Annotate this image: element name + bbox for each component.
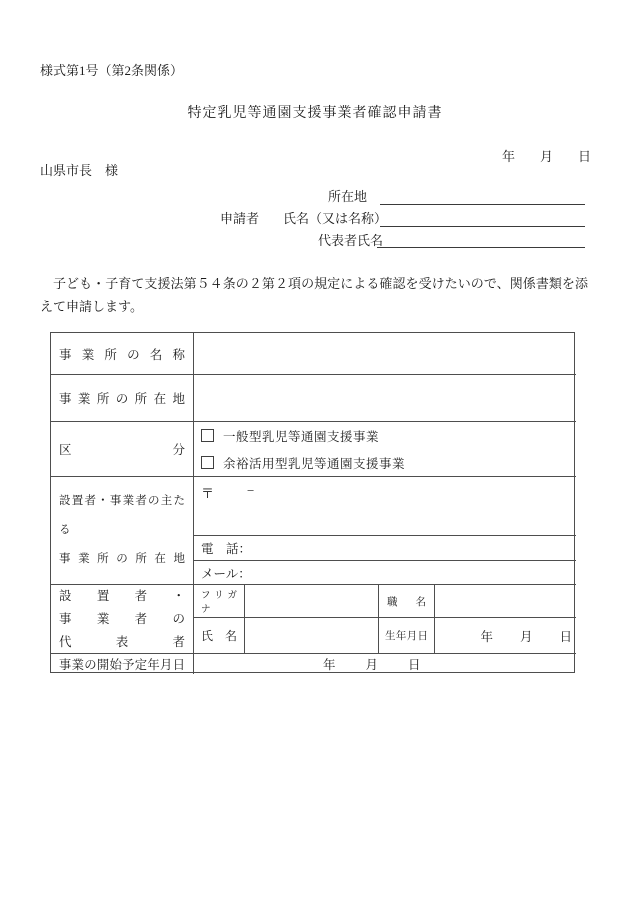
category-option-surplus [201,454,576,472]
surplus-type-checkbox[interactable] [201,456,214,469]
month-label: 月 [539,149,553,164]
month-label: 月 [365,658,379,672]
representative-label-line2: 事業者の [59,611,185,626]
surplus-type-label: 余裕活用型乳児等通園支援事業 [223,456,406,471]
office-name-label: 事業所の名称 [59,347,185,362]
category-label: 区分 [59,443,185,457]
main-office-label-line2: 事業所の所在地 [59,553,185,565]
office-address-input-cell[interactable] [194,375,576,422]
applicant-name-blank-field[interactable] [380,212,585,227]
furigana-label: フリガナ [201,591,237,615]
year-label: 年 [323,658,336,672]
postal-address-input-cell[interactable] [194,477,576,536]
month-label: 月 [519,629,533,644]
postal-dash: − [247,483,255,498]
birth-date-label: 生年月日 [385,631,428,642]
furigana-input-cell[interactable] [244,585,378,618]
main-office-label-cell [51,477,194,585]
representative-name-label: 代表者氏名 [318,233,384,248]
representative-label-line1: 設置者・ [59,588,185,603]
category-label-cell [51,422,194,477]
general-type-checkbox[interactable] [201,429,214,442]
office-address-label-cell [51,375,194,422]
mail-input-cell[interactable] [194,561,576,585]
name-label: 氏名 [201,629,237,643]
start-date-input-cell[interactable] [194,654,576,674]
phone-input-cell[interactable] [194,536,576,561]
page-title: 特定乳児等通園支援事業者確認申請書 [187,106,443,121]
postal-mark: 〒 [201,486,215,501]
job-title-label: 職名 [387,596,426,608]
start-date-label: 事業の開始予定年月日 [59,658,185,672]
location-blank-field[interactable] [380,190,585,205]
category-options-cell [194,422,576,477]
year-label: 年 [480,629,493,644]
name-input-cell[interactable] [244,618,378,654]
year-label: 年 [501,149,515,164]
birth-date-input-cell[interactable] [434,618,576,654]
job-title-input-cell[interactable] [434,585,576,618]
birth-date-label-cell [378,618,434,654]
main-office-label-line1: 設置者・事業者の主たる [59,495,185,536]
office-name-input-cell[interactable] [194,333,576,375]
office-name-label-cell [51,333,194,375]
office-address-label: 事業所の所在地 [59,392,185,406]
intro-paragraph: 子ども・子育て支援法第５４条の２第２項の規定による確認を受けたいので、関係書類を添えて申請します。 [40,276,588,314]
applicant-label: 申請者 [220,211,260,226]
category-option-general [201,427,576,445]
representative-name-blank-field[interactable] [377,233,585,248]
representative-label-cell [51,585,194,654]
representative-label-line3: 代表者 [59,634,185,649]
day-label: 日 [408,658,421,672]
phone-label: 電 話： [201,542,252,556]
day-label: 日 [577,149,591,164]
start-date-label-cell [51,654,194,674]
addressee: 山県市長 様 [40,163,119,178]
name-label-cell [194,618,244,654]
applicant-name-label: 氏名（又は名称） [283,211,388,226]
day-label: 日 [559,629,572,644]
application-date-field[interactable] [502,146,591,165]
furigana-label-cell [194,585,244,618]
application-table [50,332,575,673]
location-label: 所在地 [328,189,368,204]
general-type-label: 一般型乳児等通園支援事業 [223,429,380,444]
job-title-label-cell [378,585,434,618]
mail-label: メール： [201,566,251,581]
form-number: 様式第1号（第2条関係） [40,63,184,78]
